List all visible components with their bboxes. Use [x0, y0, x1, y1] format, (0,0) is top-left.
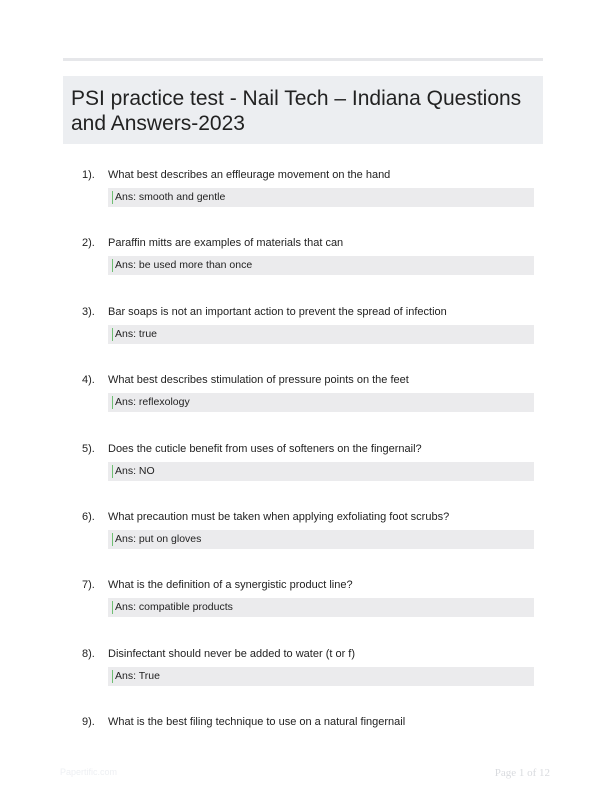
answer-box: [108, 256, 534, 275]
question-number: 9).: [82, 716, 95, 728]
question-text: Does the cuticle benefit from uses of softeners on the fingernail?: [108, 443, 422, 455]
answer-accent-bar: [112, 259, 113, 272]
answer-text: Ans: NO: [115, 465, 155, 477]
answer-box: [108, 393, 534, 412]
title-banner: [63, 76, 543, 144]
question-number: 8).: [82, 648, 95, 660]
qa-item: [0, 510, 606, 570]
answer-text: Ans: smooth and gentle: [115, 191, 226, 203]
question-number: 1).: [82, 169, 95, 181]
answer-box: [108, 462, 534, 481]
answer-text: Ans: compatible products: [115, 601, 233, 613]
answer-box: [108, 667, 534, 686]
qa-item: [0, 373, 606, 433]
footer-watermark: Papertific.com: [60, 767, 118, 777]
question-text: What precaution must be taken when applying exfoliating foot scrubs?: [108, 511, 450, 523]
answer-accent-bar: [112, 465, 113, 478]
question-text: Paraffin mitts are examples of materials that can: [108, 237, 344, 249]
answer-accent-bar: [112, 328, 113, 341]
qa-item: [0, 578, 606, 638]
question-text: What best describes an effleurage movement on the hand: [108, 169, 391, 181]
page-indicator: Page 1 of 12: [494, 767, 550, 779]
question-number: 5).: [82, 443, 95, 455]
question-text: What best describes stimulation of pressure points on the feet: [108, 374, 409, 386]
answer-text: Ans: true: [115, 328, 158, 340]
question-number: 3).: [82, 306, 95, 318]
question-text: Disinfectant should never be added to water (t or f): [108, 648, 356, 660]
document-title: PSI practice test - Nail Tech – Indiana Questions and Answers-2023: [71, 87, 522, 135]
answer-text: Ans: True: [115, 670, 160, 682]
top-divider: [63, 58, 543, 61]
answer-accent-bar: [112, 533, 113, 546]
qa-item: [0, 442, 606, 502]
qa-item: [0, 647, 606, 707]
answer-box: [108, 188, 534, 207]
answer-box: [108, 598, 534, 617]
question-text: What is the definition of a synergistic product line?: [108, 579, 353, 591]
answer-text: Ans: put on gloves: [115, 533, 202, 545]
question-number: 2).: [82, 237, 95, 249]
qa-item: [0, 168, 606, 228]
answer-accent-bar: [112, 601, 113, 614]
question-number: 7).: [82, 579, 95, 591]
answer-accent-bar: [112, 396, 113, 409]
question-number: 6).: [82, 511, 95, 523]
qa-item: [0, 715, 606, 775]
answer-box: [108, 530, 534, 549]
answer-accent-bar: [112, 191, 113, 204]
qa-item: [0, 305, 606, 365]
qa-item: [0, 236, 606, 296]
question-number: 4).: [82, 374, 95, 386]
answer-box: [108, 325, 534, 344]
question-text: Bar soaps is not an important action to prevent the spread of infection: [108, 306, 447, 318]
answer-accent-bar: [112, 670, 113, 683]
answer-text: Ans: reflexology: [115, 396, 190, 408]
answer-text: Ans: be used more than once: [115, 259, 253, 271]
question-text: What is the best filing technique to use on a natural fingernail: [108, 716, 406, 728]
